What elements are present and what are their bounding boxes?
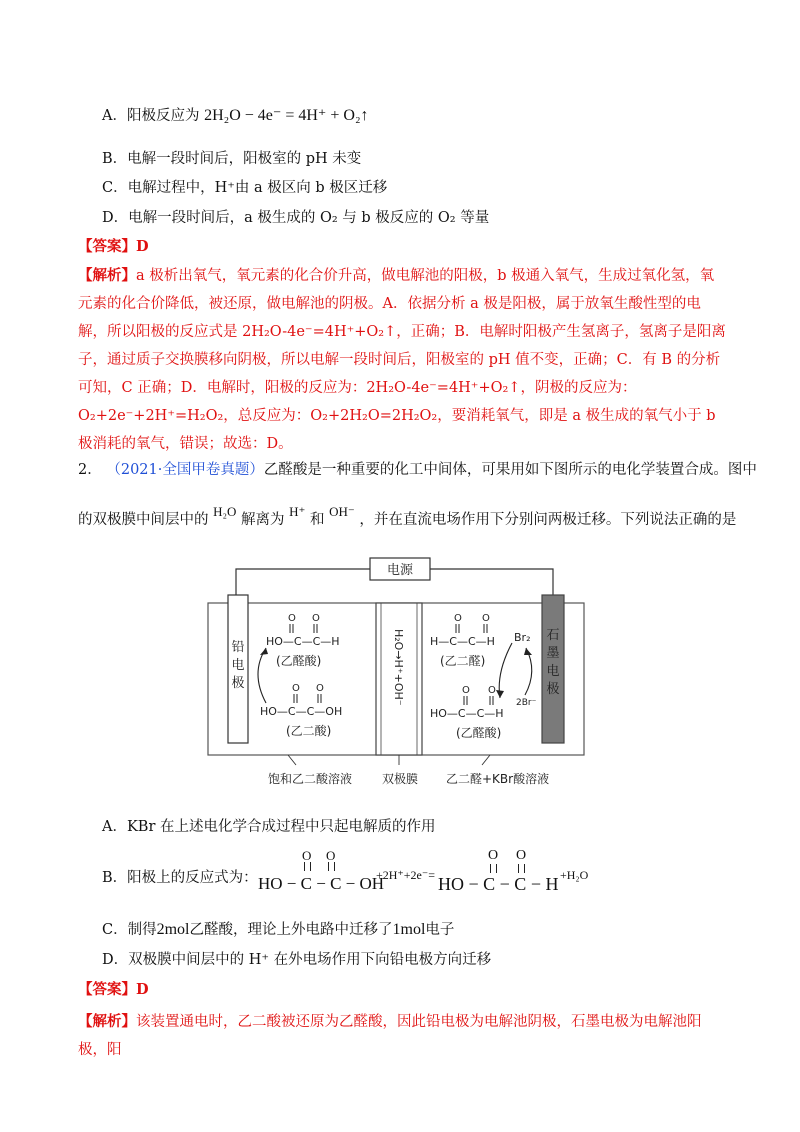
analysis-q1-text: a 极析出氧气，氧元素的化合价升高，做电解池的阳极，b 极通入氧气，生成过氧化氢，氧元素的化合价降低，被还原，做电解池的阴极。A．依据分析 a 极是阳极，属于放氧生酸性型的电解，所以阳极的反应式是 2H₂O-4e⁻=4H⁺+O₂↑，正确；B．电解时阳极产生氢离子，氢离子是阳离子，通过质子交换膜移向阴极，所以电解一段时间后，阳极室的 pH 值不变，正确；C．有 B 的分析可知，C 正确；D．电解时，阳极的反应为：2H₂O-4e⁻=4H⁺+O₂↑，阴极的反应为：O₂+2e⁻+2H⁺=H₂O₂，总反应为：O₂+2H₂O=2H₂O₂，要消耗氧气，即是 a 极生成的氧气小于 b 极消耗的氧气，错误；故选：D。 [78,268,726,452]
o-label: O [312,613,320,624]
h-plus-formula: H⁺ [289,504,306,519]
tail-formula: +H₂O [560,868,589,882]
right-top-name: (乙二醛) [440,654,486,668]
option-d-q2: D．双极膜中间层中的 H⁺ 在外电场作用下向铅电极方向迁移 [102,952,492,968]
answer-q1-value: D [136,238,149,255]
answer-q1-tag: 【答案】 [78,238,136,255]
label-right-solution: 乙二醛+KBr酸溶液 [446,772,550,786]
option-c-q1: C．电解过程中，H⁺由 a 极区向 b 极区迁移 [102,180,388,196]
o-label: O [488,848,499,863]
o-label: O [488,685,496,696]
answer-q2-value: D [136,981,149,998]
rhs-formula: HO − C − C − H [438,874,559,894]
br2-label: Br₂ [514,631,531,644]
analysis-q2-tag: 【解析】 [78,1013,136,1030]
analysis-q2-text: 该装置通电时，乙二酸被还原为乙醛酸，因此铅电极为电解池阴极，石墨电极为电解池阳极，阳 [78,1014,702,1058]
lead-electrode-label-2: 电 [231,658,245,673]
power-label: 电源 [386,563,414,578]
analysis-q2 [78,1008,728,1064]
question2-source: （2021·全国甲卷真题） [106,462,264,478]
option-c-q2-amount-2: 1mol [392,921,426,938]
left-top-formula: HO—C—C—H [266,635,340,648]
membrane-reaction: H₂O→H⁺+OH⁻ [392,629,405,706]
answer-q1 [78,237,149,257]
graphite-electrode-label-4: 极 [546,682,560,697]
o-label: O [288,613,296,624]
option-c-q2-amount-1: 2mol [156,921,190,938]
o-label: O [316,683,324,694]
h2o-formula: H₂O [213,504,237,519]
o-label: O [326,848,336,863]
question2-line1 [78,460,757,480]
question2-stem-2c: 解离为 [241,512,285,528]
question2-stem-2a: 的双极膜中间层中的 [78,512,209,528]
label-left-solution: 饱和乙二酸溶液 [268,772,353,786]
mid-formula: +2H⁺+2e⁻= [376,868,435,882]
question2-number: 2． [78,462,102,478]
label-membrane: 双极膜 [382,772,419,786]
oh-minus-formula: OH⁻ [329,504,355,519]
option-b-q1: B．电解一段时间后，阳极室的 pH 未变 [102,151,362,167]
option-a-q1-label: A．阳极反应为 [102,108,200,124]
option-a-q2: A．KBr 在上述电化学合成过程中只起电解质的作用 [102,819,436,835]
answer-q2-tag: 【答案】 [78,981,136,998]
graphite-electrode-label-2: 墨 [546,646,560,661]
option-c-q2-part-e: 电子 [425,922,455,938]
question2-stem-1: 乙醛酸是一种重要的化工中间体，可果用如下图所示的电化学装置合成。图中 [263,462,757,478]
option-c-q2 [102,920,454,940]
left-bottom-formula: HO—C—C—OH [260,705,343,718]
question2-stem-2e: 和 [310,512,325,528]
option-a-q1 [102,106,369,126]
option-c-q2-part-c: 乙醛酸，理论上外电路中迁移了 [189,922,393,938]
o-label: O [462,685,470,696]
question2-stem-2g: ，并在直流电场作用下分别问两极迁移。下列说法正确的是 [359,512,737,528]
right-bottom-name: (乙醛酸) [456,726,502,740]
lhs-formula: HO − C − C − OH [258,874,385,893]
option-b-q2-equation [258,848,698,898]
analysis-q1-tag: 【解析】 [78,267,136,284]
right-top-formula: H—C—C—H [430,635,495,648]
answer-q2 [78,980,149,1000]
graphite-electrode-label-3: 电 [546,664,560,679]
graphite-electrode-label-1: 石 [546,628,560,643]
option-c-q2-part-a: C．制得 [102,922,157,938]
option-b-q2 [102,868,258,888]
option-a-q1-formula: 2H₂O − 4e⁻ = 4H⁺ + O₂↑ [204,107,369,124]
o-label: O [516,848,527,863]
option-b-q2-label: B．阳极上的反应式为： [102,870,258,886]
br-minus-label: 2Br⁻ [516,698,537,708]
left-top-name: (乙醛酸) [276,654,322,668]
electrolysis-diagram [200,553,600,793]
o-label: O [292,683,300,694]
right-bottom-formula: HO—C—C—H [430,707,504,720]
o-label: O [302,848,312,863]
left-bottom-name: (乙二酸) [286,724,332,738]
lead-electrode-label-3: 极 [231,676,245,691]
option-d-q1: D．电解一段时间后，a 极生成的 O₂ 与 b 极反应的 O₂ 等量 [102,210,490,226]
o-label: O [482,613,490,624]
lead-electrode-label-1: 铅 [231,640,245,655]
question2-line2 [78,504,737,530]
o-label: O [454,613,462,624]
analysis-q1 [78,262,728,458]
